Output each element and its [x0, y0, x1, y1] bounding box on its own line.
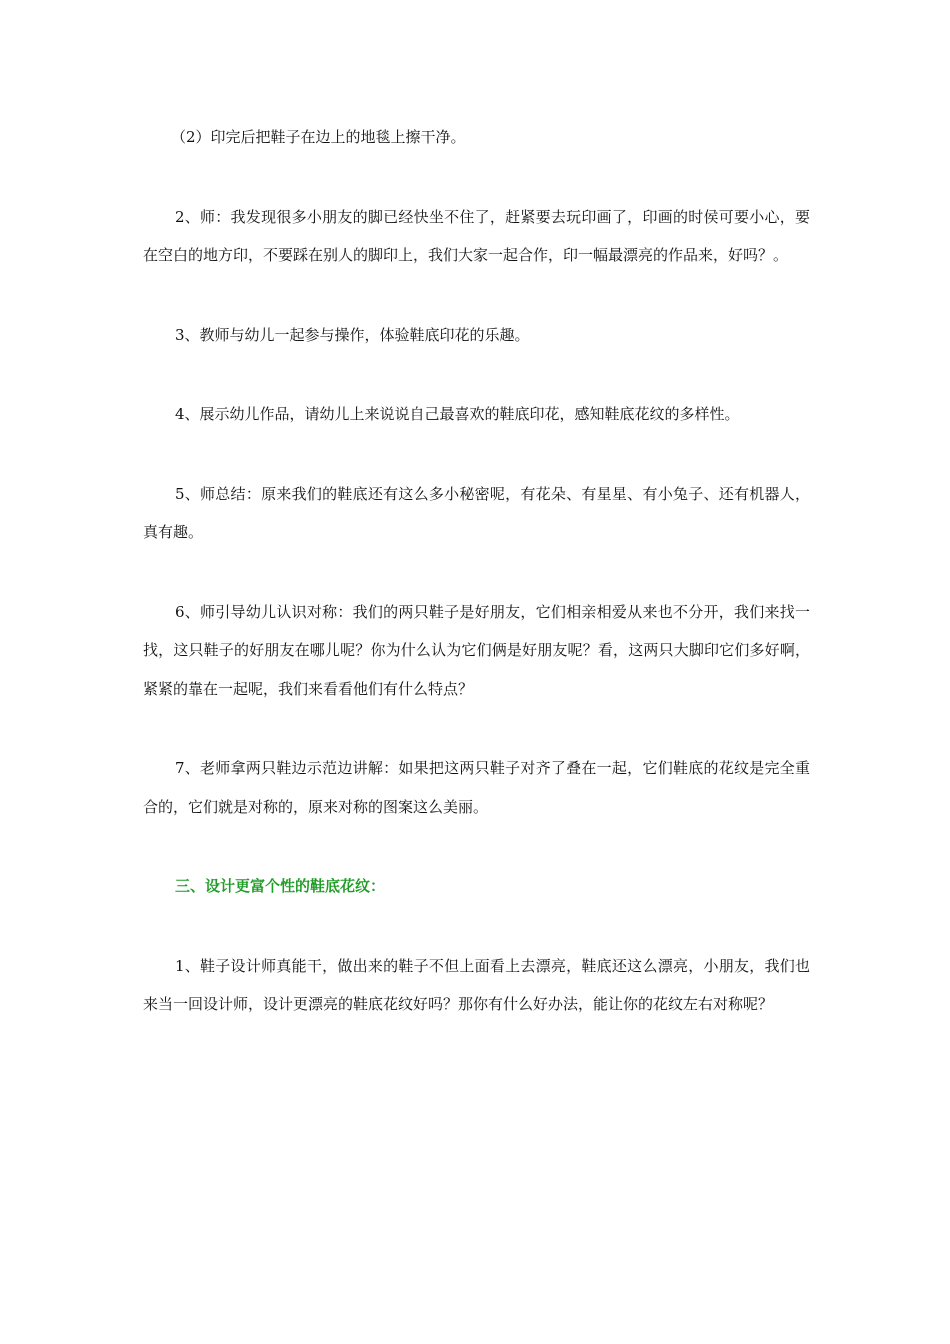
paragraph-step-2-sub: （2）印完后把鞋子在边上的地毯上擦干净。 [171, 128, 466, 146]
paragraph-design-step-1: 1、鞋子设计师真能干，做出来的鞋子不但上面看上去漂亮，鞋底还这么漂亮，小朋友，我们也来当一回设计师，设计更漂亮的鞋底花纹好吗？那你有什么好办法，能让你的花纹左右对称呢？ [143, 956, 810, 1013]
document-body [143, 118, 810, 1065]
paragraph-step-2: 2、师：我发现很多小朋友的脚已经快坐不住了，赶紧要去玩印画了，印画的时侯可要小心，要在空白的地方印，不要踩在别人的脚印上，我们大家一起合作，印一幅最漂亮的作品来，好吗？。 [143, 207, 810, 264]
paragraph-step-6: 6、师引导幼儿认识对称：我们的两只鞋子是好朋友，它们相亲相爱从来也不分开，我们来找一找，这只鞋子的好朋友在哪儿呢？你为什么认为它们俩是好朋友呢？看，这两只大脚印它们多好啊，紧紧的靠在一起呢，我们来看看他们有什么特点？ [143, 602, 810, 698]
paragraph-step-5: 5、师总结：原来我们的鞋底还有这么多小秘密呢，有花朵、有星星、有小兔子、还有机器人，真有趣。 [143, 484, 810, 541]
paragraph-step-4: 4、展示幼儿作品，请幼儿上来说说自己最喜欢的鞋底印花，感知鞋底花纹的多样性。 [175, 405, 740, 423]
paragraph-step-7: 7、老师拿两只鞋边示范边讲解：如果把这两只鞋子对齐了叠在一起，它们鞋底的花纹是完全重合的，它们就是对称的，原来对称的图案这么美丽。 [143, 759, 810, 816]
section-heading: 三、设计更富个性的鞋底花纹： [175, 877, 386, 895]
paragraph-step-3: 3、教师与幼儿一起参与操作，体验鞋底印花的乐趣。 [175, 325, 530, 344]
